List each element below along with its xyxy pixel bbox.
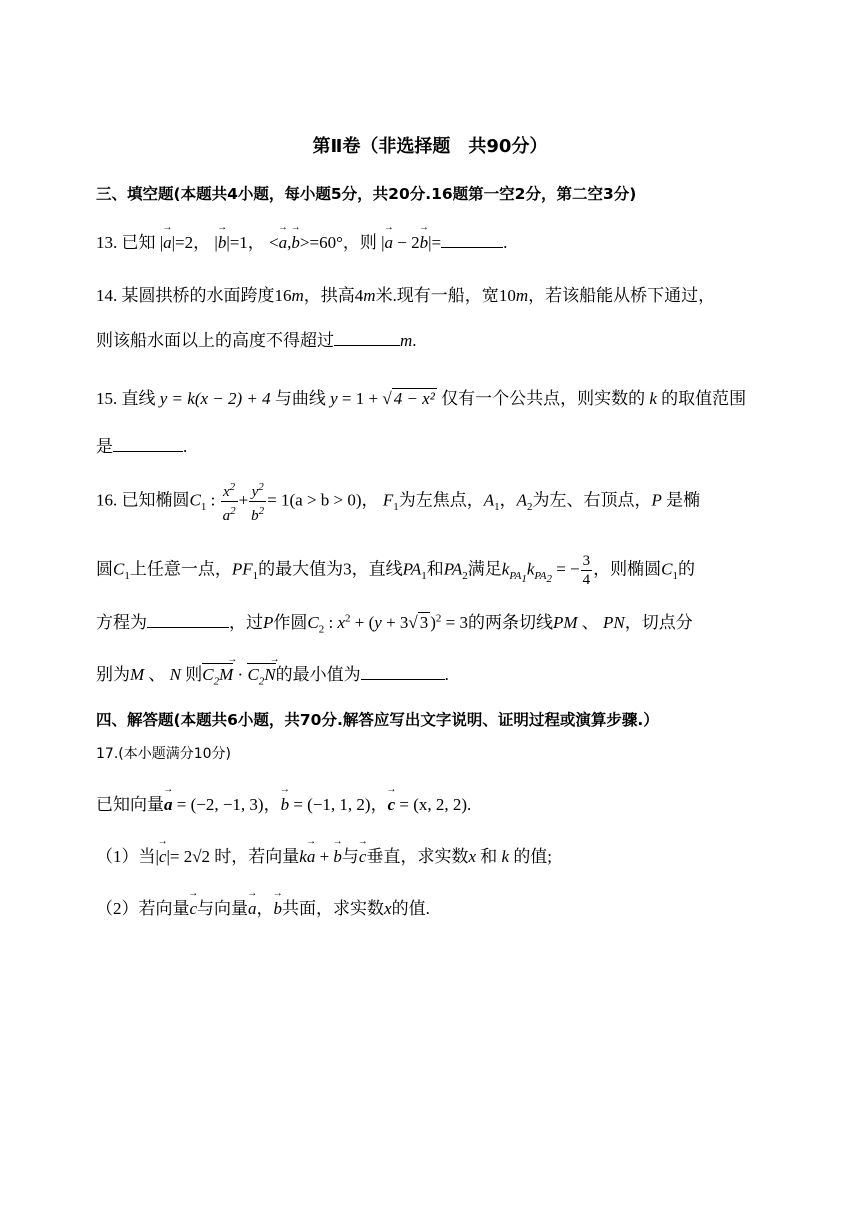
question-14: 14. 某圆拱桥的水面跨度16m，拱高4m米.现有一船，宽10m，若该船能从桥下通过， [96, 286, 716, 305]
question-15-line2: 是 . [96, 437, 188, 456]
answer-blank[interactable] [113, 437, 183, 452]
question-16-line4: 别为M 、 N 则$C_2M$ → · $C_2N$ →的最小值为 . [96, 660, 449, 687]
question-16: 16. 已知椭圆$C_1$ : $\frac{x^2}{a^2}$ + $\frac{y^2}{b^2}$ = 1(a > b > 0)， $F_1$为左焦点，$A_1$，$A_2$为左、右顶点，P 是椭 [96, 481, 701, 524]
question-17-head: 17.(本小题满分10分) [96, 746, 232, 762]
section-heading-answer: 四、解答题(本题共6小题，共70分.解答应写出文字说明、证明过程或演算步骤.） [96, 711, 659, 729]
answer-blank[interactable] [441, 233, 503, 248]
question-number: 13. [96, 233, 118, 252]
answer-blank[interactable] [361, 665, 445, 680]
question-16-line3: 方程为 ，过P作圆$C_2$ : $x^2 + (y + 3√$ 3 )$^2$ = 3的两条切线PM 、 PN，切点分 [96, 612, 693, 636]
answer-blank[interactable] [334, 331, 400, 346]
question-17-part2: （2）若向量→ c与向量→ a，→ b共面，求实数x的值. [96, 894, 430, 919]
question-15: 15. 直线 y = k(x − 2) + 4 与曲线 y = 1 + √ 4 − x² 仅有一个公共点，则实数的 k 的取值范围 [96, 389, 747, 408]
section-heading-fill-blank: 三、填空题(本题共4小题，每小题5分，共20分.16题第一空2分，第二空3分) [96, 185, 637, 203]
question-17-part1: （1）当|→ c|= 2√2 时，若向量k→ a + → b与→ c垂直，求实数x 和 k 的值; [96, 842, 552, 867]
question-17-given: 已知向量→ a = (−2, −1, 3)，→ b = (−1, 1, 2)，→ c = (x, 2, 2). [96, 790, 471, 815]
page-title: 第Ⅱ卷（非选择题 共90分） [312, 136, 548, 157]
question-14-line2: 则该船水面以上的高度不得超过 m. [96, 331, 417, 350]
answer-blank[interactable] [147, 613, 229, 628]
question-13: 13. 已知 |→ a|=2， |→ b|=1， <→ a,→ b>=60°，则 |→ a − 2→ b|= . [96, 228, 507, 253]
question-16-line2: 圆$C_1$上任意一点，$PF_1$的最大值为3，直线$PA_1$和$PA_2$满足$k_{PA_1}k_{PA_2}$ = − $\frac{3}{4}$ ，则椭圆$C_1$的 [96, 553, 695, 588]
